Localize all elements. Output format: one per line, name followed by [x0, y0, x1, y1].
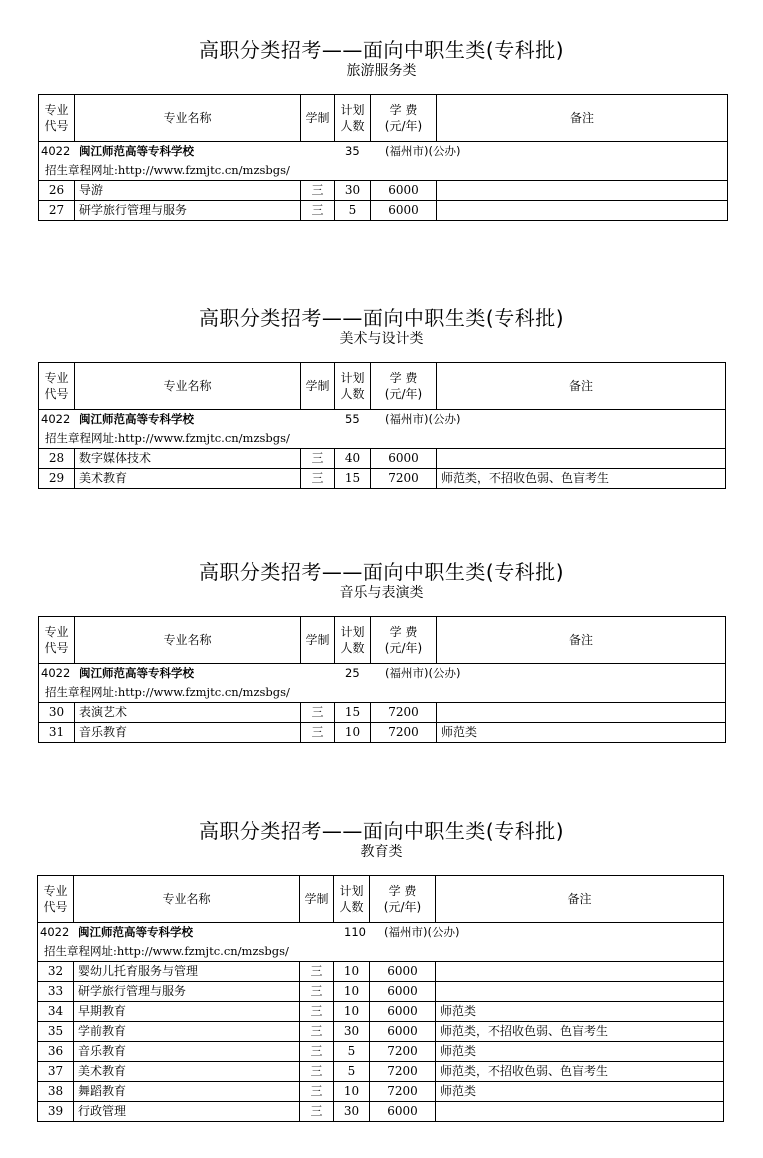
section-title: 高职分类招考——面向中职生类(专科批)	[198, 38, 565, 62]
header-fee	[371, 617, 437, 664]
major-plan: 15	[335, 469, 371, 489]
major-name: 研学旅行管理与服务	[75, 201, 301, 221]
major-name: 美术教育	[74, 1062, 300, 1082]
header-row	[39, 95, 728, 142]
major-name: 早期教育	[74, 1002, 300, 1022]
school-url: 招生章程网址:http://www.fzmjtc.cn/mzsbgs/	[39, 429, 726, 449]
header-code	[39, 95, 75, 142]
header-fee-line: 学 费	[389, 625, 418, 639]
header-years: 学制	[301, 363, 335, 410]
major-note	[437, 181, 728, 201]
school-url: 招生章程网址:http://www.fzmjtc.cn/mzsbgs/	[39, 683, 726, 703]
header-row	[39, 617, 726, 664]
major-code: 34	[38, 1002, 74, 1022]
major-note: 师范类，不招收色弱、色盲考生	[436, 1022, 724, 1042]
major-name: 行政管理	[74, 1102, 300, 1122]
major-years: 三	[301, 449, 335, 469]
major-years: 三	[300, 1002, 334, 1022]
table-row	[39, 181, 728, 201]
header-name: 专业名称	[75, 617, 301, 664]
enrollment-table	[38, 362, 726, 489]
plan-total: 110	[344, 925, 366, 939]
header-code-line: 专业	[44, 371, 69, 385]
major-code: 29	[39, 469, 75, 489]
header-plan	[334, 876, 370, 923]
major-code: 37	[38, 1062, 74, 1082]
major-plan: 10	[334, 962, 370, 982]
plan-total: 25	[345, 666, 360, 680]
school-name: 闽江师范高等专科学校	[79, 144, 194, 158]
major-plan: 40	[335, 449, 371, 469]
major-code: 30	[39, 703, 75, 723]
major-years: 三	[301, 201, 335, 221]
major-plan: 10	[334, 982, 370, 1002]
major-fee: 7200	[370, 1062, 436, 1082]
school-info	[39, 410, 726, 430]
school-code: 4022	[41, 144, 71, 158]
major-note: 师范类，不招收色弱、色盲考生	[436, 1062, 724, 1082]
major-fee: 6000	[370, 1022, 436, 1042]
major-plan: 10	[334, 1002, 370, 1022]
plan-total: 55	[345, 412, 360, 426]
major-plan: 10	[334, 1082, 370, 1102]
major-name: 婴幼儿托育服务与管理	[74, 962, 300, 982]
major-years: 三	[300, 962, 334, 982]
header-code	[38, 876, 74, 923]
header-code	[39, 617, 75, 664]
major-plan: 30	[334, 1022, 370, 1042]
major-code: 26	[39, 181, 75, 201]
header-name: 专业名称	[74, 876, 300, 923]
header-fee-line: (元/年)	[383, 900, 422, 914]
enrollment-table	[38, 94, 728, 221]
major-note: 师范类，不招收色弱、色盲考生	[437, 469, 726, 489]
major-code: 39	[38, 1102, 74, 1122]
major-years: 三	[300, 1022, 334, 1042]
header-fee-line: (元/年)	[384, 641, 423, 655]
header-note: 备注	[437, 363, 726, 410]
header-plan	[335, 363, 371, 410]
header-note: 备注	[436, 876, 724, 923]
header-plan-line: 人数	[340, 119, 365, 133]
header-years: 学制	[301, 617, 335, 664]
section-title: 高职分类招考——面向中职生类(专科批)	[198, 306, 565, 330]
major-code: 35	[38, 1022, 74, 1042]
major-note	[437, 703, 726, 723]
header-fee-line: (元/年)	[384, 119, 423, 133]
major-years: 三	[301, 723, 335, 743]
header-plan-line: 人数	[340, 387, 365, 401]
school-info	[39, 142, 728, 162]
school-row	[39, 142, 728, 162]
school-city: (福州市)(公办)	[384, 925, 460, 939]
major-note	[437, 201, 728, 221]
header-years: 学制	[301, 95, 335, 142]
url-row	[38, 942, 724, 962]
school-url: 招生章程网址:http://www.fzmjtc.cn/mzsbgs/	[38, 942, 724, 962]
header-plan-line: 计划	[340, 103, 365, 117]
major-note: 师范类	[436, 1002, 724, 1022]
school-code: 4022	[40, 925, 70, 939]
major-name: 导游	[75, 181, 301, 201]
school-code: 4022	[41, 666, 71, 680]
table-row	[39, 723, 726, 743]
header-fee-line: (元/年)	[384, 387, 423, 401]
school-url: 招生章程网址:http://www.fzmjtc.cn/mzsbgs/	[39, 161, 728, 181]
header-code-line: 专业	[44, 103, 69, 117]
major-name: 数字媒体技术	[75, 449, 301, 469]
header-code-line: 专业	[44, 625, 69, 639]
major-years: 三	[300, 1082, 334, 1102]
header-plan-line: 计划	[340, 625, 365, 639]
table-row	[39, 469, 726, 489]
header-row	[38, 876, 724, 923]
major-fee: 7200	[370, 1042, 436, 1062]
major-years: 三	[300, 982, 334, 1002]
table-row	[38, 1042, 724, 1062]
section-subtitle: 美术与设计类	[339, 331, 424, 347]
major-code: 28	[39, 449, 75, 469]
major-note: 师范类	[436, 1082, 724, 1102]
header-name: 专业名称	[75, 95, 301, 142]
major-fee: 6000	[370, 962, 436, 982]
table-row	[39, 449, 726, 469]
header-code-line: 代号	[44, 387, 69, 401]
header-fee-line: 学 费	[389, 103, 418, 117]
school-name: 闽江师范高等专科学校	[79, 666, 194, 680]
header-note: 备注	[437, 617, 726, 664]
major-note	[436, 982, 724, 1002]
major-fee: 6000	[370, 982, 436, 1002]
major-fee: 6000	[371, 181, 437, 201]
header-plan-line: 人数	[339, 900, 364, 914]
major-note	[437, 449, 726, 469]
major-code: 32	[38, 962, 74, 982]
header-fee	[370, 876, 436, 923]
section-subtitle: 教育类	[360, 844, 403, 860]
header-plan-line: 人数	[340, 641, 365, 655]
header-code	[39, 363, 75, 410]
header-code-line: 代号	[44, 119, 69, 133]
table-row	[39, 201, 728, 221]
major-years: 三	[300, 1102, 334, 1122]
table-row	[39, 703, 726, 723]
header-plan-line: 计划	[340, 371, 365, 385]
major-fee: 6000	[370, 1002, 436, 1022]
major-plan: 30	[335, 181, 371, 201]
table-row	[38, 982, 724, 1002]
plan-total: 35	[345, 144, 360, 158]
table-row	[38, 1062, 724, 1082]
major-note	[436, 1102, 724, 1122]
major-plan: 5	[334, 1042, 370, 1062]
table-row	[38, 1022, 724, 1042]
major-note	[436, 962, 724, 982]
major-code: 36	[38, 1042, 74, 1062]
major-fee: 7200	[371, 723, 437, 743]
header-name: 专业名称	[75, 363, 301, 410]
school-name: 闽江师范高等专科学校	[78, 925, 193, 939]
school-name: 闽江师范高等专科学校	[79, 412, 194, 426]
school-row	[38, 923, 724, 943]
header-plan-line: 计划	[339, 884, 364, 898]
school-info	[39, 664, 726, 684]
major-fee: 6000	[371, 201, 437, 221]
major-plan: 5	[335, 201, 371, 221]
major-name: 美术教育	[75, 469, 301, 489]
table-row	[38, 1102, 724, 1122]
major-fee: 7200	[370, 1082, 436, 1102]
header-years: 学制	[300, 876, 334, 923]
section-subtitle: 音乐与表演类	[339, 585, 424, 601]
major-plan: 5	[334, 1062, 370, 1082]
table-row	[38, 962, 724, 982]
school-row	[39, 664, 726, 684]
major-fee: 7200	[371, 703, 437, 723]
major-fee: 6000	[371, 449, 437, 469]
major-note: 师范类	[436, 1042, 724, 1062]
major-name: 音乐教育	[75, 723, 301, 743]
school-city: (福州市)(公办)	[385, 144, 461, 158]
school-row	[39, 410, 726, 430]
major-plan: 15	[335, 703, 371, 723]
header-fee-line: 学 费	[389, 371, 418, 385]
school-info	[38, 923, 724, 943]
url-row	[39, 683, 726, 703]
major-note: 师范类	[437, 723, 726, 743]
header-code-line: 专业	[43, 884, 68, 898]
section-subtitle: 旅游服务类	[346, 63, 417, 79]
major-code: 38	[38, 1082, 74, 1102]
url-row	[39, 429, 726, 449]
major-name: 音乐教育	[74, 1042, 300, 1062]
major-fee: 6000	[370, 1102, 436, 1122]
major-name: 研学旅行管理与服务	[74, 982, 300, 1002]
major-name: 表演艺术	[75, 703, 301, 723]
enrollment-table	[38, 616, 726, 743]
major-code: 33	[38, 982, 74, 1002]
major-plan: 10	[335, 723, 371, 743]
major-years: 三	[301, 703, 335, 723]
header-fee-line: 学 费	[388, 884, 417, 898]
major-years: 三	[300, 1042, 334, 1062]
major-code: 27	[39, 201, 75, 221]
header-note: 备注	[437, 95, 728, 142]
school-code: 4022	[41, 412, 71, 426]
table-row	[38, 1002, 724, 1022]
major-code: 31	[39, 723, 75, 743]
table-row	[38, 1082, 724, 1102]
major-fee: 7200	[371, 469, 437, 489]
school-city: (福州市)(公办)	[385, 412, 461, 426]
header-plan	[335, 617, 371, 664]
major-plan: 30	[334, 1102, 370, 1122]
section-title: 高职分类招考——面向中职生类(专科批)	[198, 819, 565, 843]
major-name: 学前教育	[74, 1022, 300, 1042]
url-row	[39, 161, 728, 181]
header-plan	[335, 95, 371, 142]
major-years: 三	[300, 1062, 334, 1082]
major-years: 三	[301, 469, 335, 489]
enrollment-table	[37, 875, 724, 1122]
section-title: 高职分类招考——面向中职生类(专科批)	[198, 560, 565, 584]
header-fee	[371, 95, 437, 142]
header-code-line: 代号	[43, 900, 68, 914]
major-years: 三	[301, 181, 335, 201]
header-code-line: 代号	[44, 641, 69, 655]
major-name: 舞蹈教育	[74, 1082, 300, 1102]
header-row	[39, 363, 726, 410]
school-city: (福州市)(公办)	[385, 666, 461, 680]
header-fee	[371, 363, 437, 410]
